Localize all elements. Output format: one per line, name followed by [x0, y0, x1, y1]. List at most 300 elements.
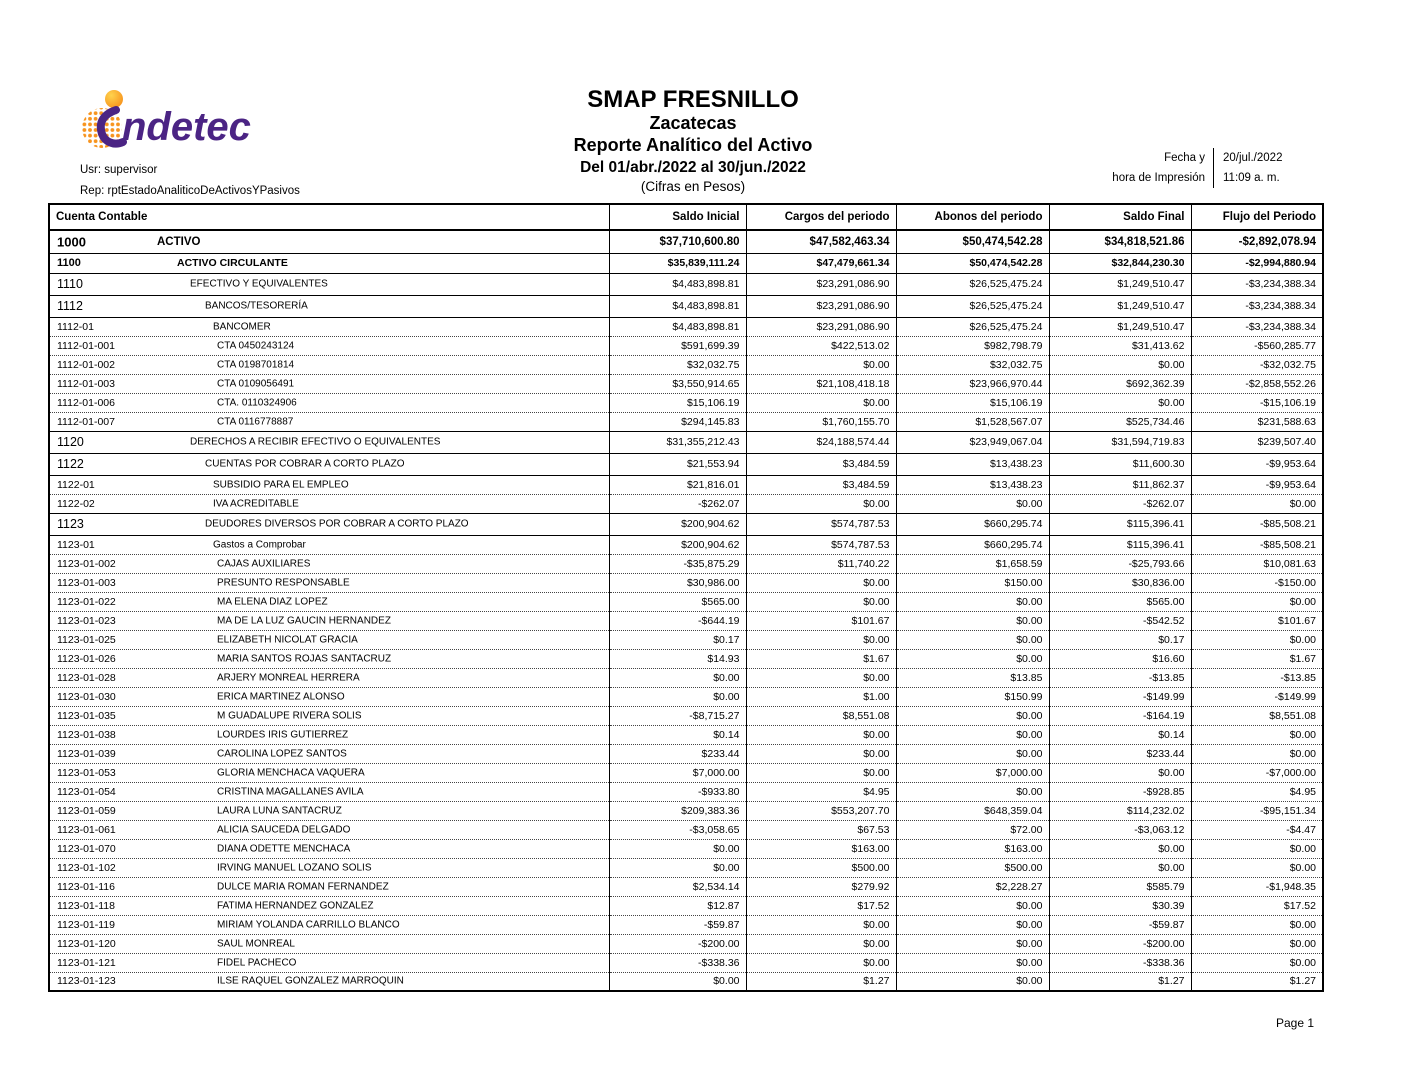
amount-cell: $14.93: [609, 649, 746, 668]
print-time-value: 11:09 a. m.: [1213, 168, 1358, 188]
amount-cell: $67.53: [746, 820, 896, 839]
logo-text: ndetec: [122, 105, 251, 149]
amount-cell: $31,594,719.83: [1049, 431, 1191, 453]
amount-cell: -$3,234,388.34: [1191, 295, 1323, 317]
account-code: 1123-01-003: [57, 576, 116, 589]
table-row: [49, 668, 1323, 687]
amount-cell: $26,525,475.24: [896, 295, 1049, 317]
amount-cell: -$164.19: [1049, 706, 1191, 725]
amount-cell: $574,787.53: [746, 513, 896, 535]
table-row: [49, 494, 1323, 513]
amount-cell: $13,438.23: [896, 453, 1049, 475]
amount-cell: $4,483,898.81: [609, 273, 746, 295]
column-header-flujo: Flujo del Periodo: [1191, 204, 1323, 230]
table-row: [49, 763, 1323, 782]
amount-cell: $23,291,086.90: [746, 273, 896, 295]
amount-cell: $11,740.22: [746, 554, 896, 573]
indetec-logo-icon: [76, 88, 256, 150]
report-period: Del 01/abr./2022 al 30/jun./2022: [580, 159, 806, 176]
account-code: 1112-01-007: [57, 415, 115, 428]
amount-cell: $1,528,567.07: [896, 412, 1049, 431]
amount-cell: -$9,953.64: [1191, 475, 1323, 494]
amount-cell: -$2,994,880.94: [1191, 253, 1323, 273]
amount-cell: $0.00: [746, 592, 896, 611]
amount-cell: $4.95: [746, 782, 896, 801]
state-name: Zacatecas: [649, 113, 737, 133]
amount-cell: $1,658.59: [896, 554, 1049, 573]
page-number: Page 1: [1276, 1016, 1315, 1030]
account-name: GLORIA MENCHACA VAQUERA: [217, 767, 365, 778]
account-cell: [49, 725, 609, 744]
account-name: ACTIVO CIRCULANTE: [177, 257, 288, 269]
account-cell: [49, 877, 609, 896]
amount-cell: $31,355,212.43: [609, 431, 746, 453]
amount-cell: $7,000.00: [896, 763, 1049, 782]
amount-cell: $11,862.37: [1049, 475, 1191, 494]
column-header-abonos: Abonos del periodo: [896, 204, 1049, 230]
table-row: [49, 513, 1323, 535]
account-name: DIANA ODETTE MENCHACA: [217, 843, 351, 854]
amount-cell: $0.00: [1049, 355, 1191, 374]
amount-cell: $0.00: [896, 592, 1049, 611]
amount-cell: $15,106.19: [609, 393, 746, 412]
account-code: 1112-01-003: [57, 377, 115, 390]
account-name: IRVING MANUEL LOZANO SOLIS: [217, 862, 372, 873]
amount-cell: $24,188,574.44: [746, 431, 896, 453]
account-code: 1123-01-123: [57, 975, 116, 988]
amount-cell: $11,600.30: [1049, 453, 1191, 475]
amount-cell: $163.00: [896, 839, 1049, 858]
account-cell: [49, 820, 609, 839]
table-row: [49, 877, 1323, 896]
amount-cell: $23,966,970.44: [896, 374, 1049, 393]
amount-cell: -$25,793.66: [1049, 554, 1191, 573]
account-cell: [49, 513, 609, 535]
account-code: 1100: [57, 257, 81, 269]
print-info: [1095, 148, 1358, 188]
account-name: CRISTINA MAGALLANES AVILA: [217, 786, 364, 797]
account-name: SUBSIDIO PARA EL EMPLEO: [213, 479, 349, 490]
amount-cell: $0.00: [609, 858, 746, 877]
amount-cell: -$644.19: [609, 611, 746, 630]
table-row: [49, 317, 1323, 336]
amount-cell: -$338.36: [1049, 953, 1191, 972]
amount-cell: $21,816.01: [609, 475, 746, 494]
account-cell: [49, 744, 609, 763]
amount-cell: $30,986.00: [609, 573, 746, 592]
amount-cell: $239,507.40: [1191, 431, 1323, 453]
account-cell: [49, 611, 609, 630]
amount-cell: $163.00: [746, 839, 896, 858]
amount-cell: $0.00: [746, 934, 896, 953]
account-name: ALICIA SAUCEDA DELGADO: [217, 824, 351, 835]
amount-cell: -$13.85: [1049, 668, 1191, 687]
amount-cell: $422,513.02: [746, 336, 896, 355]
account-code: 1112-01: [57, 320, 94, 333]
account-cell: [49, 554, 609, 573]
amount-cell: $8,551.08: [746, 706, 896, 725]
amount-cell: $15,106.19: [896, 393, 1049, 412]
amount-cell: $0.00: [1049, 763, 1191, 782]
amount-cell: $0.00: [896, 706, 1049, 725]
account-name: LAURA LUNA SANTACRUZ: [217, 805, 342, 816]
amount-cell: $12.87: [609, 896, 746, 915]
amount-cell: $553,207.70: [746, 801, 896, 820]
account-name: CTA 0116778887: [217, 416, 294, 427]
amount-cell: $500.00: [896, 858, 1049, 877]
account-code: 1123: [57, 517, 84, 531]
amount-cell: $0.00: [1191, 953, 1323, 972]
account-name: Gastos a Comprobar: [213, 539, 306, 550]
amount-cell: $32,032.75: [896, 355, 1049, 374]
amount-cell: $150.00: [896, 573, 1049, 592]
table-row: [49, 453, 1323, 475]
account-code: 1112-01-001: [57, 339, 115, 352]
table-row: [49, 820, 1323, 839]
user-line: Usr: supervisor: [80, 164, 158, 176]
account-code: 1123-01-116: [57, 880, 115, 893]
account-name: EFECTIVO Y EQUIVALENTES: [190, 278, 328, 290]
amount-cell: -$149.99: [1049, 687, 1191, 706]
table-row: [49, 725, 1323, 744]
account-cell: [49, 475, 609, 494]
table-row: [49, 295, 1323, 317]
account-cell: [49, 393, 609, 412]
table-row: [49, 554, 1323, 573]
amount-cell: $565.00: [1049, 592, 1191, 611]
amount-cell: -$338.36: [609, 953, 746, 972]
amount-cell: $0.17: [609, 630, 746, 649]
amount-cell: $0.00: [1191, 725, 1323, 744]
amount-cell: $0.00: [746, 725, 896, 744]
account-code: 1123-01-022: [57, 595, 116, 608]
amount-cell: $4,483,898.81: [609, 317, 746, 336]
account-code: 1123-01-002: [57, 557, 116, 570]
amount-cell: $4,483,898.81: [609, 295, 746, 317]
account-cell: [49, 336, 609, 355]
account-name: PRESUNTO RESPONSABLE: [217, 577, 350, 588]
column-header-cargos: Cargos del periodo: [746, 204, 896, 230]
amount-cell: $0.00: [896, 744, 1049, 763]
account-code: 1110: [57, 277, 83, 291]
account-cell: [49, 535, 609, 554]
amount-cell: $0.00: [896, 725, 1049, 744]
account-name: MARIA SANTOS ROJAS SANTACRUZ: [217, 653, 392, 664]
amount-cell: $0.00: [1191, 858, 1323, 877]
account-name: ILSE RAQUEL GONZALEZ MARROQUIN: [217, 975, 404, 987]
account-name: ACTIVO: [157, 235, 201, 248]
amount-cell: $0.00: [1191, 494, 1323, 513]
amount-cell: $0.00: [1049, 393, 1191, 412]
account-code: 1123-01-121: [57, 956, 116, 969]
account-code: 1112-01-006: [57, 396, 115, 409]
account-cell: [49, 374, 609, 393]
amount-cell: $982,798.79: [896, 336, 1049, 355]
print-time-label: hora de Impresión: [1112, 172, 1205, 184]
account-name: M GUADALUPE RIVERA SOLIS: [217, 710, 362, 721]
amount-cell: $50,474,542.28: [896, 253, 1049, 273]
table-row: [49, 230, 1323, 253]
table-row: [49, 972, 1323, 991]
amount-cell: -$2,858,552.26: [1191, 374, 1323, 393]
account-cell: [49, 896, 609, 915]
amount-cell: $0.00: [746, 573, 896, 592]
account-name: DEUDORES DIVERSOS POR COBRAR A CORTO PLAZO: [205, 518, 469, 530]
amount-cell: $0.00: [1049, 858, 1191, 877]
amount-cell: $2,534.14: [609, 877, 746, 896]
amount-cell: $0.00: [746, 953, 896, 972]
table-row: [49, 782, 1323, 801]
print-date-value: 20/jul./2022: [1213, 148, 1358, 168]
amount-cell: $0.00: [746, 630, 896, 649]
amount-cell: $4.95: [1191, 782, 1323, 801]
amount-cell: $35,839,111.24: [609, 253, 746, 273]
report-id-line: Rep: rptEstadoAnaliticoDeActivosYPasivos: [80, 185, 300, 197]
account-name: ELIZABETH NICOLAT GRACIA: [217, 634, 358, 645]
table-row: [49, 393, 1323, 412]
account-cell: [49, 706, 609, 725]
amount-cell: $0.00: [896, 953, 1049, 972]
account-cell: [49, 972, 609, 991]
amount-cell: $50,474,542.28: [896, 230, 1049, 253]
amount-cell: -$4.47: [1191, 820, 1323, 839]
table-row: [49, 915, 1323, 934]
account-cell: [49, 630, 609, 649]
amount-cell: $0.00: [1191, 839, 1323, 858]
amount-cell: $231,588.63: [1191, 412, 1323, 431]
account-cell: [49, 649, 609, 668]
amount-cell: $101.67: [746, 611, 896, 630]
account-code: 1122-01: [57, 478, 95, 491]
table-header-row: [49, 204, 1323, 230]
account-code: 1112-01-002: [57, 358, 115, 371]
account-name: MA ELENA DIAZ LOPEZ: [217, 596, 328, 607]
amount-cell: -$560,285.77: [1191, 336, 1323, 355]
amount-cell: $0.17: [1049, 630, 1191, 649]
amount-cell: -$9,953.64: [1191, 453, 1323, 475]
amount-cell: $0.00: [1191, 592, 1323, 611]
amount-cell: $30,836.00: [1049, 573, 1191, 592]
account-code: 1123-01-035: [57, 709, 116, 722]
table-row: [49, 273, 1323, 295]
account-name: CTA. 0110324906: [217, 397, 297, 408]
account-name: CTA 0450243124: [217, 340, 295, 351]
amount-cell: $150.99: [896, 687, 1049, 706]
amount-cell: $23,291,086.90: [746, 295, 896, 317]
amount-cell: -$3,058.65: [609, 820, 746, 839]
account-code: 1123-01-061: [57, 823, 116, 836]
amount-cell: -$32,032.75: [1191, 355, 1323, 374]
amount-cell: $30.39: [1049, 896, 1191, 915]
account-name: CTA 0109056491: [217, 378, 295, 389]
account-code: 1123-01-025: [57, 633, 116, 646]
account-code: 1123-01-118: [57, 899, 115, 912]
amount-cell: $279.92: [746, 877, 896, 896]
account-cell: [49, 782, 609, 801]
amount-cell: $0.00: [1191, 630, 1323, 649]
table-row: [49, 412, 1323, 431]
amount-cell: $8,551.08: [1191, 706, 1323, 725]
account-code: 1123-01-028: [57, 671, 116, 684]
amount-cell: -$59.87: [609, 915, 746, 934]
amount-cell: $101.67: [1191, 611, 1323, 630]
amount-cell: $0.00: [1191, 934, 1323, 953]
amount-cell: $1.00: [746, 687, 896, 706]
amount-cell: -$933.80: [609, 782, 746, 801]
table-row: [49, 431, 1323, 453]
currency-note: (Cifras en Pesos): [640, 179, 746, 194]
amount-cell: $660,295.74: [896, 513, 1049, 535]
amount-cell: -$928.85: [1049, 782, 1191, 801]
amount-cell: $1,760,155.70: [746, 412, 896, 431]
entity-name: SMAP FRESNILLO: [587, 86, 799, 113]
amount-cell: $3,550,914.65: [609, 374, 746, 393]
account-cell: [49, 253, 609, 273]
amount-cell: $1.27: [746, 972, 896, 991]
amount-cell: $26,525,475.24: [896, 273, 1049, 295]
amount-cell: $1.67: [1191, 649, 1323, 668]
account-cell: [49, 355, 609, 374]
amount-cell: $34,818,521.86: [1049, 230, 1191, 253]
table-row: [49, 573, 1323, 592]
table-row: [49, 706, 1323, 725]
amount-cell: $3,484.59: [746, 453, 896, 475]
account-code: 1123-01-102: [57, 861, 116, 874]
amount-cell: $3,484.59: [746, 475, 896, 494]
account-cell: [49, 273, 609, 295]
table-row: [49, 649, 1323, 668]
amount-cell: $233.44: [609, 744, 746, 763]
account-cell: [49, 453, 609, 475]
amount-cell: $23,291,086.90: [746, 317, 896, 336]
amount-cell: -$85,508.21: [1191, 535, 1323, 554]
amount-cell: -$3,063.12: [1049, 820, 1191, 839]
amount-cell: $0.00: [746, 763, 896, 782]
table-row: [49, 896, 1323, 915]
account-code: 1112: [57, 299, 83, 313]
amount-cell: $114,232.02: [1049, 801, 1191, 820]
amount-cell: $0.00: [1191, 915, 1323, 934]
table-row: [49, 336, 1323, 355]
amount-cell: $0.00: [746, 494, 896, 513]
amount-cell: $1.27: [1191, 972, 1323, 991]
table-row: [49, 355, 1323, 374]
table-row: [49, 934, 1323, 953]
amount-cell: -$3,234,388.34: [1191, 273, 1323, 295]
account-cell: [49, 317, 609, 336]
amount-cell: $115,396.41: [1049, 535, 1191, 554]
table-row: [49, 801, 1323, 820]
amount-cell: $16.60: [1049, 649, 1191, 668]
account-code: 1123-01-039: [57, 747, 116, 760]
amount-cell: $0.14: [1049, 725, 1191, 744]
amount-cell: $648,359.04: [896, 801, 1049, 820]
amount-cell: $17.52: [1191, 896, 1323, 915]
amount-cell: $115,396.41: [1049, 513, 1191, 535]
report-table-body: [49, 230, 1323, 991]
account-name: MA DE LA LUZ GAUCIN HERNANDEZ: [217, 615, 391, 626]
account-code: 1120: [57, 435, 84, 449]
amount-cell: $31,413.62: [1049, 336, 1191, 355]
amount-cell: -$262.07: [1049, 494, 1191, 513]
account-code: 1123-01: [57, 538, 95, 551]
table-row: [49, 253, 1323, 273]
report-title: Reporte Analítico del Activo: [573, 135, 813, 155]
amount-cell: -$8,715.27: [609, 706, 746, 725]
amount-cell: $0.00: [896, 611, 1049, 630]
account-cell: [49, 801, 609, 820]
account-cell: [49, 412, 609, 431]
amount-cell: $0.00: [609, 972, 746, 991]
table-row: [49, 374, 1323, 393]
table-row: [49, 839, 1323, 858]
account-cell: [49, 687, 609, 706]
amount-cell: $585.79: [1049, 877, 1191, 896]
indetec-logo: [76, 88, 256, 155]
account-code: 1122: [57, 457, 84, 471]
account-code: 1123-01-120: [57, 937, 116, 950]
account-code: 1123-01-059: [57, 804, 116, 817]
amount-cell: $47,479,661.34: [746, 253, 896, 273]
amount-cell: $0.00: [896, 896, 1049, 915]
amount-cell: $0.14: [609, 725, 746, 744]
account-code: 1123-01-030: [57, 690, 116, 703]
account-name: FIDEL PACHECO: [217, 957, 297, 968]
amount-cell: $21,108,418.18: [746, 374, 896, 393]
amount-cell: $294,145.83: [609, 412, 746, 431]
table-row: [49, 611, 1323, 630]
account-cell: [49, 668, 609, 687]
amount-cell: $0.00: [1049, 839, 1191, 858]
amount-cell: $0.00: [896, 494, 1049, 513]
account-cell: [49, 295, 609, 317]
amount-cell: -$85,508.21: [1191, 513, 1323, 535]
amount-cell: -$7,000.00: [1191, 763, 1323, 782]
amount-cell: -$542.52: [1049, 611, 1191, 630]
table-row: [49, 953, 1323, 972]
amount-cell: $17.52: [746, 896, 896, 915]
table-row: [49, 687, 1323, 706]
amount-cell: $1,249,510.47: [1049, 273, 1191, 295]
amount-cell: $47,582,463.34: [746, 230, 896, 253]
account-name: DULCE MARIA ROMAN FERNANDEZ: [217, 881, 389, 892]
account-code: 1123-01-023: [57, 614, 116, 627]
amount-cell: -$13.85: [1191, 668, 1323, 687]
amount-cell: $0.00: [746, 744, 896, 763]
amount-cell: -$3,234,388.34: [1191, 317, 1323, 336]
amount-cell: -$2,892,078.94: [1191, 230, 1323, 253]
account-cell: [49, 494, 609, 513]
amount-cell: $21,553.94: [609, 453, 746, 475]
amount-cell: $0.00: [1191, 744, 1323, 763]
account-name: CAJAS AUXILIARES: [217, 558, 311, 569]
amount-cell: $0.00: [609, 687, 746, 706]
amount-cell: $0.00: [896, 915, 1049, 934]
account-name: ERICA MARTINEZ ALONSO: [217, 691, 345, 702]
amount-cell: $32,844,230.30: [1049, 253, 1191, 273]
amount-cell: $23,949,067.04: [896, 431, 1049, 453]
amount-cell: $13.85: [896, 668, 1049, 687]
amount-cell: $0.00: [746, 915, 896, 934]
account-cell: [49, 953, 609, 972]
amount-cell: $10,081.63: [1191, 554, 1323, 573]
account-name: IVA ACREDITABLE: [213, 498, 299, 509]
amount-cell: -$200.00: [1049, 934, 1191, 953]
amount-cell: -$150.00: [1191, 573, 1323, 592]
amount-cell: $0.00: [746, 668, 896, 687]
account-cell: [49, 839, 609, 858]
amount-cell: -$15,106.19: [1191, 393, 1323, 412]
